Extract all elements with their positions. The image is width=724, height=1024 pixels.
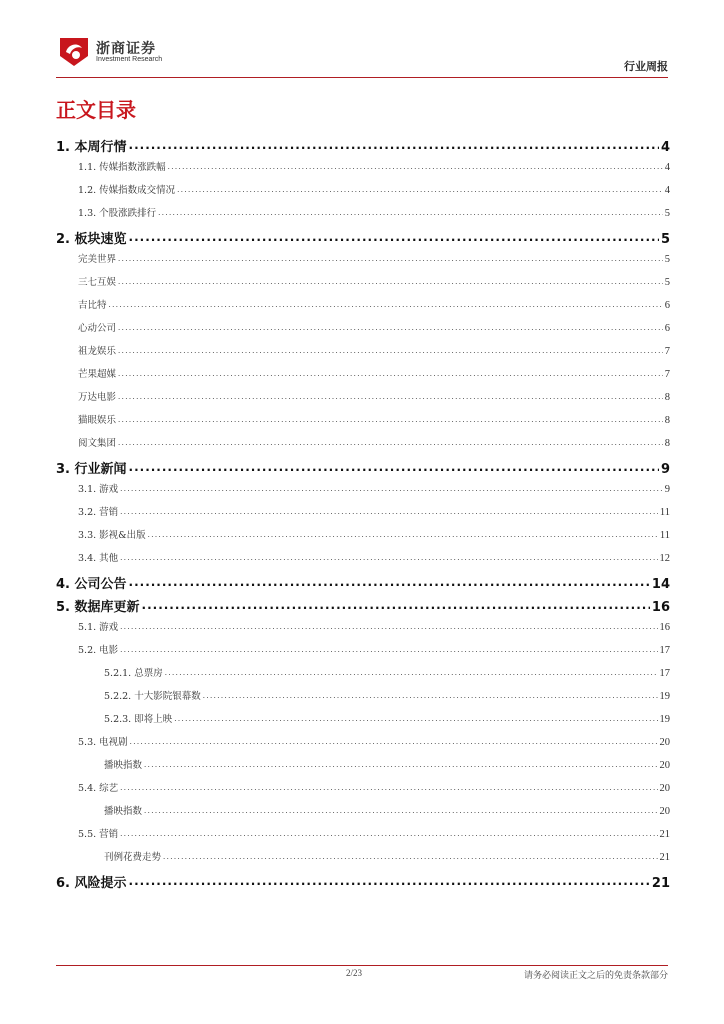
toc-leader-dots: [174, 713, 657, 724]
toc-entry-label: 刊例花费走势: [104, 852, 162, 863]
toc-entry[interactable]: [56, 136, 670, 155]
toc-leader-dots: [118, 437, 663, 448]
footer-disclaimer: 请务必阅读正文之后的免责条款部分: [523, 971, 668, 981]
toc-entry-page: 4: [664, 185, 670, 196]
header-divider: [56, 77, 668, 78]
toc-entry-page: 14: [651, 577, 670, 592]
toc-entry[interactable]: [78, 435, 670, 449]
toc-entry-page: 8: [664, 415, 670, 426]
toc-leader-dots: [120, 483, 663, 494]
toc-entry[interactable]: [78, 320, 670, 334]
toc-leader-dots: [129, 460, 659, 475]
footer-page-number: 2/23: [346, 968, 363, 978]
toc-entry[interactable]: [104, 688, 670, 702]
toc-entry-page: 6: [664, 323, 670, 334]
toc-leader-dots: [144, 759, 657, 770]
toc-title: 正文目录: [56, 98, 136, 122]
toc-entry[interactable]: [78, 297, 670, 311]
toc-entry-page: 5: [660, 232, 670, 247]
toc-leader-dots: [118, 276, 663, 287]
toc-leader-dots: [158, 207, 663, 218]
toc-entry[interactable]: [78, 550, 670, 564]
toc-leader-dots: [177, 184, 663, 195]
toc-leader-dots: [203, 690, 658, 701]
toc-entry-page: 11: [659, 530, 670, 541]
toc-entry-label: 1.3. 个股涨跌排行: [78, 208, 157, 219]
toc-leader-dots: [118, 253, 663, 264]
toc-entry[interactable]: [104, 711, 670, 725]
toc-entry[interactable]: [104, 849, 670, 863]
toc-entry[interactable]: [104, 803, 670, 817]
toc-entry-label: 5.2. 电影: [78, 645, 119, 656]
toc-entry-page: 4: [660, 140, 670, 155]
toc-leader-dots: [118, 368, 663, 379]
toc-entry-page: 12: [659, 553, 670, 564]
toc-entry-label: 1. 本周行情: [56, 140, 127, 155]
toc-leader-dots: [118, 322, 663, 333]
brand-name-en: Investment Research: [96, 56, 163, 63]
toc-entry-label: 吉比特: [78, 300, 107, 311]
toc-leader-dots: [109, 299, 663, 310]
toc-entry-label: 6. 风险提示: [56, 876, 127, 891]
toc-leader-dots: [163, 851, 657, 862]
toc-entry-label: 完美世界: [78, 254, 117, 265]
toc-leader-dots: [120, 552, 657, 563]
toc-entry-page: 16: [659, 622, 670, 633]
toc-entry-page: 19: [659, 714, 670, 725]
toc-entry-label: 播映指数: [104, 806, 143, 817]
toc-entry-label: 4. 公司公告: [56, 577, 127, 592]
toc-entry-page: 17: [659, 645, 670, 656]
toc-entry[interactable]: [56, 573, 670, 592]
toc-entry[interactable]: [78, 527, 670, 541]
toc-entry[interactable]: [78, 343, 670, 357]
toc-leader-dots: [120, 828, 657, 839]
toc-entry[interactable]: [104, 757, 670, 771]
toc-entry-page: 9: [664, 484, 670, 495]
toc-entry[interactable]: [78, 412, 670, 426]
toc-leader-dots: [148, 529, 658, 540]
toc-leader-dots: [165, 667, 658, 678]
toc-entry-page: 8: [664, 438, 670, 449]
toc-entry-label: 1.2. 传媒指数成交情况: [78, 185, 176, 196]
toc-entry[interactable]: [56, 872, 670, 891]
toc-entry-label: 阅文集团: [78, 438, 117, 449]
toc-entry[interactable]: [78, 251, 670, 265]
toc-entry-page: 20: [659, 783, 670, 794]
toc-entry[interactable]: [78, 182, 670, 196]
toc-entry-page: 5: [664, 277, 670, 288]
toc-entry-label: 5. 数据库更新: [56, 600, 140, 615]
toc-entry[interactable]: [56, 458, 670, 477]
toc-entry-label: 猫眼娱乐: [78, 415, 117, 426]
brand-logo-icon: [56, 36, 92, 68]
toc-entry-label: 3.2. 营销: [78, 507, 119, 518]
toc-entry-page: 20: [659, 806, 670, 817]
toc-entry-label: 芒果超媒: [78, 369, 117, 380]
toc-leader-dots: [118, 414, 663, 425]
toc-entry[interactable]: [78, 504, 670, 518]
toc-entry-label: 万达电影: [78, 392, 117, 403]
toc-entry-page: 20: [659, 737, 670, 748]
toc-entry[interactable]: [78, 481, 670, 495]
toc-leader-dots: [120, 506, 658, 517]
toc-entry[interactable]: [78, 780, 670, 794]
page-header: [56, 36, 668, 78]
toc-leader-dots: [129, 874, 650, 889]
toc-leader-dots: [129, 138, 659, 153]
toc-entry[interactable]: [78, 205, 670, 219]
report-type-label: 行业周报: [624, 60, 668, 73]
toc-entry-page: 9: [660, 462, 670, 477]
toc-entry-page: 21: [659, 829, 670, 840]
toc-leader-dots: [129, 230, 659, 245]
toc-entry-label: 3.1. 游戏: [78, 484, 119, 495]
toc-leader-dots: [120, 782, 657, 793]
toc-entry-label: 5.3. 电视剧: [78, 737, 128, 748]
toc-leader-dots: [144, 805, 657, 816]
toc-entry[interactable]: [104, 665, 670, 679]
toc-entry-page: 19: [659, 691, 670, 702]
toc-entry-label: 5.2.1. 总票房: [104, 668, 163, 679]
toc-entry[interactable]: [78, 826, 670, 840]
toc-entry[interactable]: [78, 389, 670, 403]
toc-entry[interactable]: [78, 619, 670, 633]
toc-leader-dots: [142, 598, 650, 613]
brand-name-cn: 浙商证券: [96, 41, 156, 57]
footer-divider: [56, 965, 668, 966]
toc-entry-page: 5: [664, 208, 670, 219]
toc-entry-page: 7: [664, 369, 670, 380]
toc-leader-dots: [118, 391, 663, 402]
toc-leader-dots: [129, 575, 650, 590]
toc-entry-page: 4: [664, 162, 670, 173]
toc-entry-label: 5.5. 营销: [78, 829, 119, 840]
toc-entry-page: 8: [664, 392, 670, 403]
toc-entry[interactable]: [78, 734, 670, 748]
toc-entry-page: 20: [659, 760, 670, 771]
toc-entry-page: 11: [659, 507, 670, 518]
toc-entry-label: 3.3. 影视&出版: [78, 530, 146, 541]
toc-entry-label: 2. 板块速览: [56, 232, 127, 247]
toc-entry-label: 祖龙娱乐: [78, 346, 117, 357]
toc-entry-page: 17: [659, 668, 670, 679]
toc-leader-dots: [130, 736, 658, 747]
toc-entry[interactable]: [78, 274, 670, 288]
toc-entry[interactable]: [78, 366, 670, 380]
toc-leader-dots: [120, 621, 657, 632]
toc-entry-label: 3. 行业新闻: [56, 462, 127, 477]
toc-entry-page: 5: [664, 254, 670, 265]
toc-leader-dots: [168, 161, 663, 172]
toc-entry-label: 5.2.3. 即将上映: [104, 714, 173, 725]
toc-entry-page: 21: [651, 876, 670, 891]
toc-entry-page: 21: [659, 852, 670, 863]
toc-entry-page: 6: [664, 300, 670, 311]
toc-entry-label: 三七互娱: [78, 277, 117, 288]
toc-entry[interactable]: [78, 642, 670, 656]
toc-entry-label: 5.2.2. 十大影院银幕数: [104, 691, 201, 702]
toc-entry-label: 5.4. 综艺: [78, 783, 119, 794]
toc-entry-page: 16: [651, 600, 670, 615]
toc-leader-dots: [120, 644, 657, 655]
toc-entry-page: 7: [664, 346, 670, 357]
toc-entry[interactable]: [78, 159, 670, 173]
toc-entry[interactable]: [56, 228, 670, 247]
toc-entry-label: 3.4. 其他: [78, 553, 119, 564]
toc-entry-label: 播映指数: [104, 760, 143, 771]
toc-entry[interactable]: [56, 596, 670, 615]
toc-entry-label: 1.1. 传媒指数涨跌幅: [78, 162, 166, 173]
toc-leader-dots: [118, 345, 663, 356]
toc-entry-label: 心动公司: [78, 323, 117, 334]
toc-entry-label: 5.1. 游戏: [78, 622, 119, 633]
